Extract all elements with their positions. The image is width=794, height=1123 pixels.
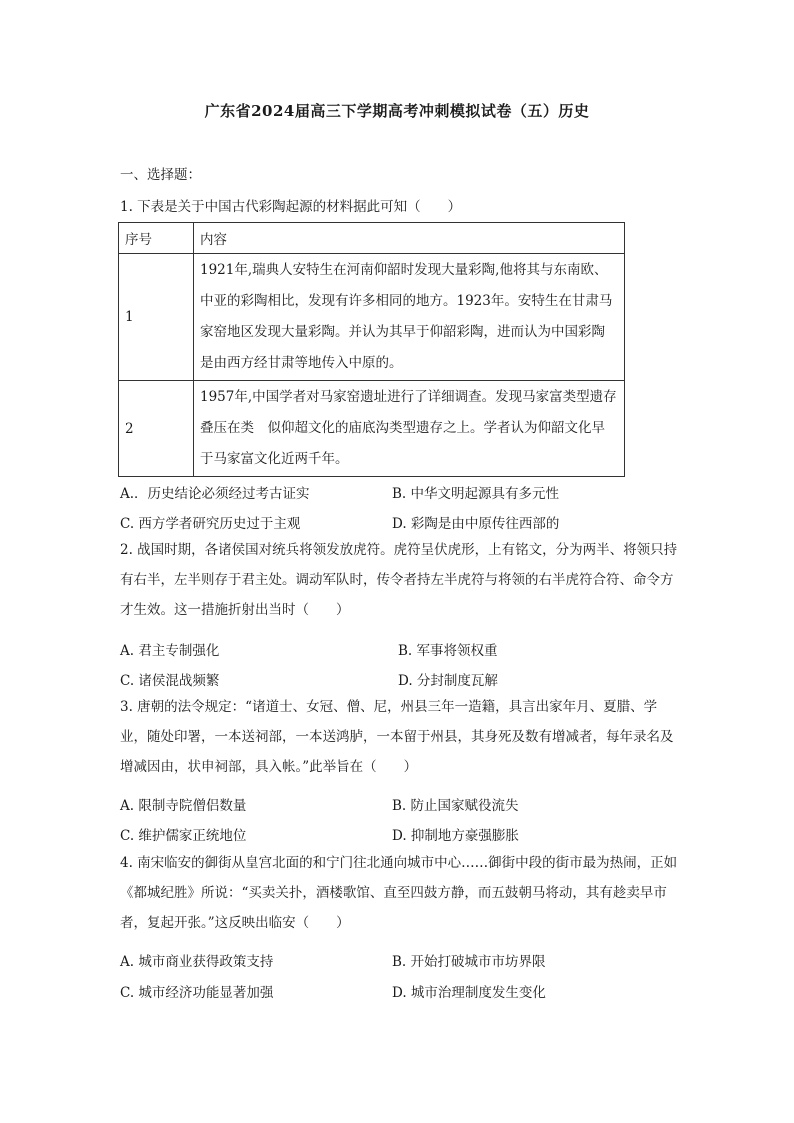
exam-title: 广东省2024届高三下学期高考冲刺模拟试卷（五）历史 [204,102,590,120]
question-4-stem: 4. 南宋临安的御街从皇宫北面的和宁门往北通向城市中心……御街中段的街市最为热闹，正如《都城纪胜》所说：“买卖关扑，酒楼歌馆、直至四鼓方静，而五鼓朝马将动，其有趁卖早市者，复起开张。”这反映出临安（ ） [120,855,678,931]
question-3-stem: 3. 唐朝的法令规定：“诸道士、女冠、僧、尼，州县三年一造籍，具言出家年月、夏腊、学业，随处印署，一本送祠部，一本送鸿胪，一本留于州县，其身死及数有增减者，每年录名及增减因由，状申祠部，具入帐。”此举旨在（ ） [120,699,674,775]
question-3-option-b: B. 防止国家赋役流失 [392,798,519,814]
question-2-option-b: B. 军事将领权重 [398,643,498,659]
question-1-option-a: A.．历史结论必须经过考古证实 [120,486,310,502]
question-2-option-d: D. 分封制度瓦解 [398,673,498,689]
table-row [119,381,625,477]
table-header-content: 内容 [194,223,625,254]
table-cell-num: 2 [119,381,194,477]
question-2-option-a: A. 君主专制强化 [120,643,220,659]
question-4-option-c: C. 城市经济功能显著加强 [120,985,274,1001]
question-3-option-c: C. 维护儒家正统地位 [120,828,247,844]
question-1-option-c: C. 西方学者研究历史过于主观 [120,516,301,532]
table-row [119,254,625,381]
question-4-option-b: B. 开始打破城市市坊界限 [392,954,546,970]
table-header-row [119,223,625,254]
table-cell-content: 1921年,瑞典人安特生在河南仰韶时发现大量彩陶,他将其与东南欧、中亚的彩陶相比，发现有许多相同的地方。1923年。安特生在甘肃马家窑地区发现大量彩陶。并认为其早于仰韶彩陶，进而认为中国彩陶是由西方经甘肃等地传入中原的。 [194,254,625,381]
table-header-num: 序号 [119,223,194,254]
question-2-option-c: C. 诸侯混战频繁 [120,673,220,689]
table-cell-num: 1 [119,254,194,381]
question-4-option-a: A. 城市商业获得政策支持 [120,954,274,970]
question-3-option-a: A. 限制寺院僧侣数量 [120,798,247,814]
question-1-table [118,222,625,477]
question-1-option-b: B. 中华文明起源具有多元性 [392,486,560,502]
question-1-option-d: D. 彩陶是由中原传往西部的 [392,516,560,532]
question-2-stem: 2. 战国时期，各诸侯国对统兵将领发放虎符。虎符呈伏虎形，上有铭文，分为两半、将领只持有右半，左半则存于君主处。调动军队时，传令者持左半虎符与将领的右半虎符合符、命令方才生效。这一措施折射出当时（ ） [120,542,678,618]
question-4-option-d: D. 城市治理制度发生变化 [392,985,546,1001]
section-heading: 一、选择题： [120,167,201,183]
question-1-stem: 1. 下表是关于中国古代彩陶起源的材料据此可知（ ） [120,199,462,215]
question-3-option-d: D. 抑制地方豪强膨胀 [392,828,519,844]
table-cell-content: 1957年,中国学者对马家窑遗址进行了详细调查。发现马家富类型遗存叠压在类 似仰超文化的庙底沟类型遗存之上。学者认为仰韶文化早于马家富文化近两千年。 [194,381,625,477]
